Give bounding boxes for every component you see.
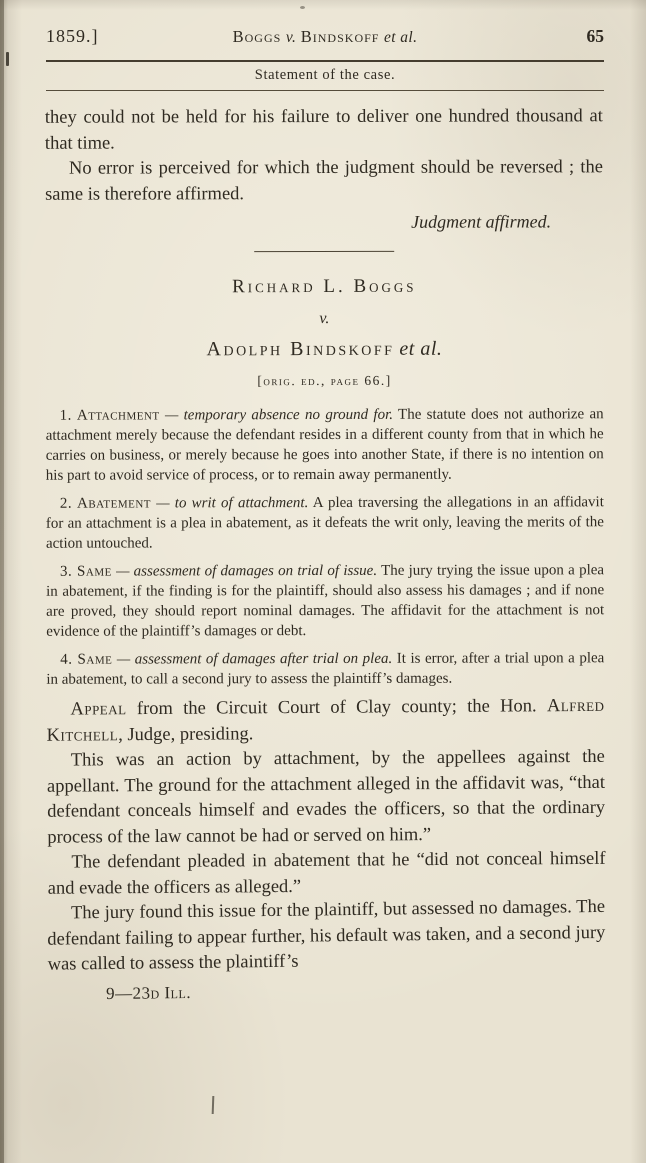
page-body [45,104,605,1004]
defendant-name-text: Adolph Bindskoff [206,337,395,361]
statement-section [46,694,605,902]
headnote-2 [46,492,604,553]
case-heading [45,275,603,389]
header-rule-bottom [46,90,604,91]
page-footer [48,977,606,1004]
paragraph-continuation: they could not be held for his failure to deliver one hundred thousand at that time. [44,106,603,154]
headnote-4-catchline: — assessment of damages after trial on plea. [116,650,393,668]
judge-title-text: , Judge, presiding. [118,723,254,745]
headnote-4-label: 4. Same [60,651,113,668]
defendant-name [45,337,603,361]
headnote-3-catchline: — assessment of damages on trial of issue. [116,562,378,580]
year-label: 1859.] [46,26,99,46]
page-number: 65 [586,26,604,46]
statement-paragraph-3: The jury found this issue for the plaintiff, but assessed no damages. The defendant failing to appear further, his default was taken, and a second jury was called to assess the plaintiff’s [47,896,606,975]
headnote-2-catchline: — to writ of attachment. [156,495,309,512]
scan-artifact [212,1096,215,1114]
statement-paragraph-1: This was an action by attachment, by the appellees against the appellant. The ground for the attachment alleged in the affidavit was, “that defendant conceals himself and evades the officers, so that the ordinary process of the law cannot be had or served on him.” [46,746,606,848]
appeal-court-text: from the Circuit Court of Clay county; the Hon. [136,696,537,720]
running-title-defendant: Bindskoff [300,27,380,46]
running-case-title [158,27,492,47]
statement-section-end [47,895,606,1004]
appeal-paragraph [46,694,604,749]
headnote-3 [46,560,604,641]
headnote-4-text: It is error, after a trial upon a plea in abatement, to call a second jury to assess the plaintiff’s damages. [46,650,605,688]
binding-shadow [0,0,4,1163]
versus-label: v. [319,309,330,328]
paragraph-affirmance: No error is perceived for which the judgment should be reversed ; the same is therefore affirmed. [45,157,604,205]
disposition-line: Judgment affirmed. [411,211,552,232]
headnote-2-label: 2. Abatement [59,495,152,512]
headnotes-section [46,404,605,689]
headnote-3-text: The jury trying the issue upon a plea in abatement, if the finding is for the plaintiff, should also assess his damages ; and if none are proved, they should report nominal damages. The affidavit for the attachment is not evidence of the plaintiff’s damages or debt. [46,562,605,640]
orig-ed-note: [orig. ed., page 66.] [257,372,392,389]
headnote-2-text: A plea traversing the allegations in an affidavit for an attachment is a plea in abatement, as it defeats the writ only, leaving the merits of the action untouched. [45,494,604,552]
running-head: Statement of the case. [254,67,396,83]
scan-artifact [6,52,9,66]
appeal-word: Appeal [70,699,127,720]
case-separator-rule [254,251,394,252]
running-title-plaintiff: Boggs [232,27,282,46]
statement-paragraph-2: The defendant pleaded in abatement that he “did not conceal himself and evade the officers as alleged.” [47,848,606,899]
judge-name: Alfred Kitchell [46,695,605,746]
headnote-1-catchline: — temporary absence no ground for. [164,406,394,424]
running-title-etal: et al. [383,29,418,46]
printer-signature: 9—23d Ill. [105,982,192,1003]
headnote-4 [46,648,604,689]
headnote-1-label: 1. Attachment [59,407,160,424]
plaintiff-name: Richard L. Boggs [232,275,417,298]
running-header-row [46,26,604,47]
headnote-3-label: 3. Same [60,563,112,580]
scan-artifact [300,6,305,9]
headnote-1-text: The statute does not authorize an attachment merely because the defendant resides in a different county from that in which he carries on business, or merely because he goes into another State, if there is no intention on his part to avoid service of process, or to remain away permanently. [45,406,604,484]
defendant-etal: et al. [399,337,443,360]
page-header [46,26,604,91]
headnote-1 [46,404,604,485]
running-title-versus: v. [285,29,297,46]
